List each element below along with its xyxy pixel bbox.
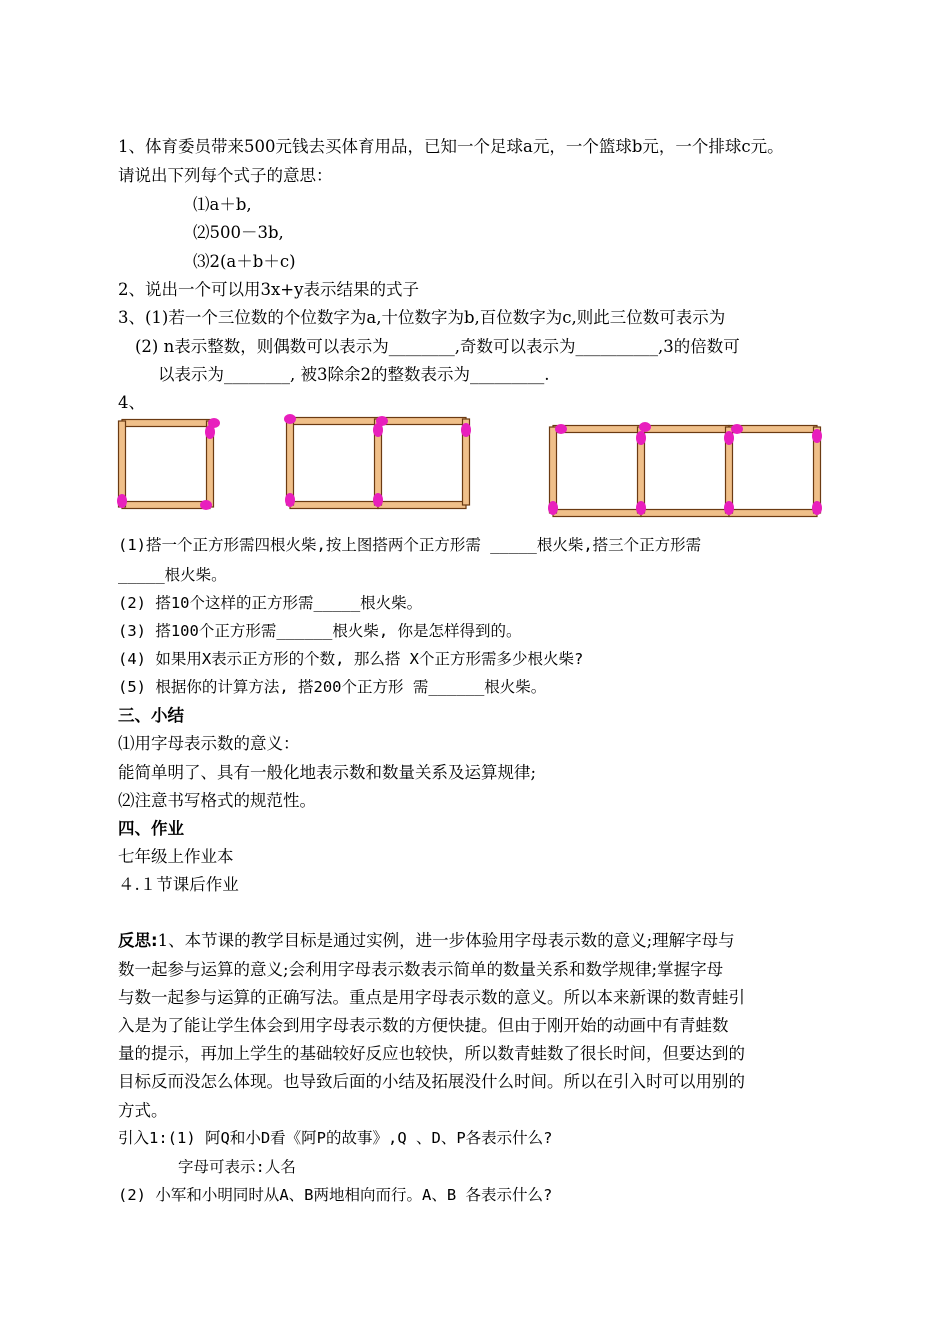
reflection-line6: 目标反而没怎么体现。也导致后面的小结及拓展没什么时间。所以在引入时可以用别的 — [118, 1072, 745, 1091]
intro-line1: 引入1:(1) 阿Q和小D看《阿P的故事》,Q 、D、P各表示什么? — [118, 1129, 553, 1147]
summary-heading: 三、小结 — [118, 706, 184, 725]
q1-expr2: ⑵500－3b, — [193, 223, 284, 242]
q1-expr1: ⑴a＋b, — [193, 195, 252, 214]
q4-sub3: (3) 搭100个正方形需______根火柴, 你是怎样得到的。 — [118, 622, 522, 640]
q3-line3: 以表示为________, 被3除余2的整数表示为_________. — [158, 365, 550, 384]
one-square — [117, 418, 220, 510]
reflection-line1 — [118, 930, 735, 952]
summary-item2: ⑵注意书写格式的规范性。 — [118, 791, 316, 810]
homework-line2: ４.１节课后作业 — [118, 875, 239, 894]
q3-line2: (2) n表示整数，则偶数可以表示为________,奇数可以表示为__________,3的倍数可 — [135, 337, 740, 356]
summary-item1-detail: 能简单明了、具有一般化地表示数和数量关系及运算规律; — [118, 763, 537, 782]
q1-expr3: ⑶2(a＋b＋c) — [193, 252, 296, 271]
q4-sub1a: (1)搭一个正方形需四根火柴,按上图搭两个正方形需 _____根火柴,搭三个正方形需 — [118, 536, 702, 554]
three-squares — [548, 422, 822, 517]
reflection-line7: 方式。 — [118, 1101, 168, 1120]
matchstick-figure — [110, 410, 850, 520]
two-squares — [284, 414, 471, 509]
q4-label: 4、 — [118, 393, 145, 412]
reflection-line2: 数一起参与运算的意义;会利用字母表示数表示简单的数量关系和数学规律;掌握字母 — [118, 960, 724, 979]
reflection-line4: 入是为了能让学生体会到用字母表示数的方便快捷。但由于刚开始的动画中有青蛙数 — [118, 1016, 729, 1035]
reflection-label: 反思: — [118, 931, 158, 950]
q4-sub1b: _____根火柴。 — [118, 566, 227, 584]
q3-line1: 3、(1)若一个三位数的个位数字为a,十位数字为b,百位数字为c,则此三位数可表示为 — [118, 308, 726, 327]
homework-heading: 四、作业 — [118, 819, 184, 838]
intro-line2: 字母可表示:人名 — [178, 1158, 296, 1176]
q4-sub4: (4) 如果用X表示正方形的个数, 那么搭 X个正方形需多少根火柴? — [118, 650, 584, 668]
reflection-line3: 与数一起参与运算的正确写法。重点是用字母表示数的意义。所以本来新课的数青蛙引 — [118, 988, 745, 1007]
q4-sub5: (5) 根据你的计算方法, 搭200个正方形 需______根火柴。 — [118, 678, 547, 696]
q2-line1: 2、说出一个可以用3x+y表示结果的式子 — [118, 280, 419, 299]
q1-line2: 请说出下列每个式子的意思： — [118, 166, 333, 185]
summary-item1: ⑴用字母表示数的意义： — [118, 734, 300, 753]
q1-line1: 1、体育委员带来500元钱去买体育用品，已知一个足球a元，一个篮球b元，一个排球c元。 — [118, 137, 784, 156]
reflection-line1-text: 1、本节课的教学目标是通过实例，进一步体验用字母表示数的意义;理解字母与 — [157, 931, 735, 950]
q4-sub2: (2) 搭10个这样的正方形需_____根火柴。 — [118, 594, 423, 612]
intro-line3: (2) 小军和小明同时从A、B两地相向而行。A、B 各表示什么? — [118, 1186, 553, 1204]
homework-line1: 七年级上作业本 — [118, 847, 234, 866]
reflection-line5: 量的提示，再加上学生的基础较好反应也较快，所以数青蛙数了很长时间，但要达到的 — [118, 1044, 745, 1063]
